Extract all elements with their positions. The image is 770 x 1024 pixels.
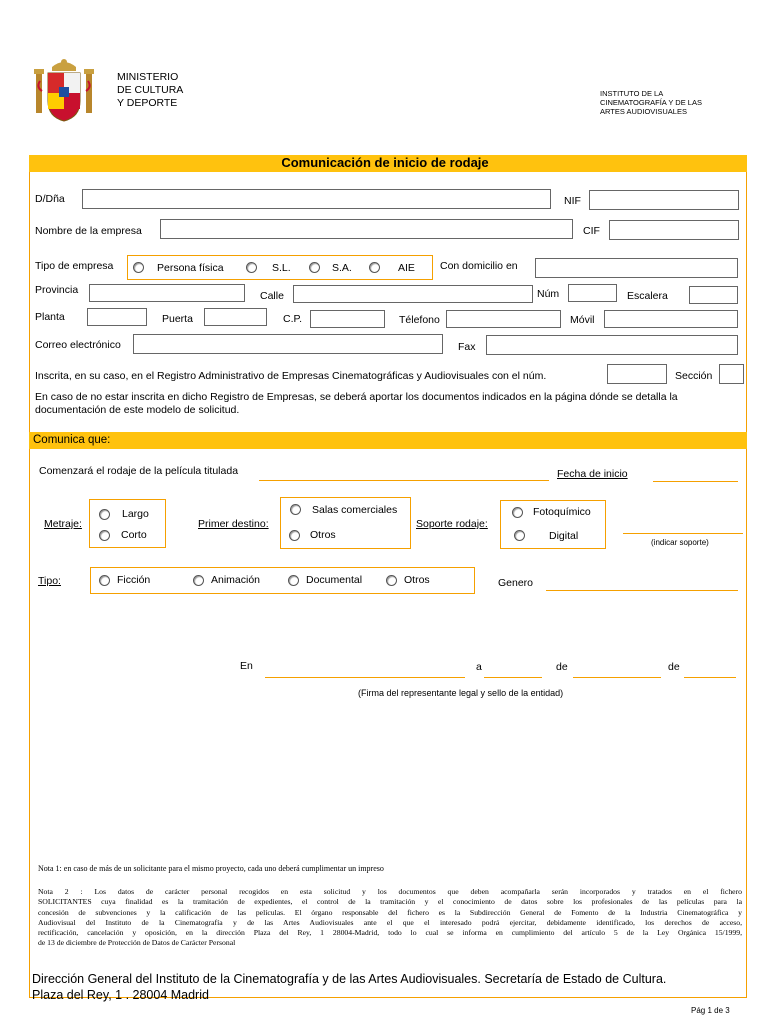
cif-field[interactable] <box>609 220 739 240</box>
comenzara-label: Comenzará el rodaje de la película titulada <box>39 465 239 477</box>
telefono-label: Télefono <box>399 314 440 326</box>
num-label: Núm <box>537 288 560 300</box>
provincia-field[interactable] <box>89 284 245 302</box>
nota-2-line: Audiovisual del Instituto de la Cinematografía y de las Artes Audiovisuales ante el que el interesado podrá ejercitar, debidamente identificado, los derechos de acceso, <box>38 917 742 927</box>
comunica-heading: Comunica que: <box>33 434 111 446</box>
telefono-field[interactable] <box>446 310 561 328</box>
domicilio-label: Con domicilio en <box>440 260 518 272</box>
domicilio-field[interactable] <box>535 258 738 278</box>
dia-line[interactable] <box>484 677 542 678</box>
corto-label: Corto <box>121 529 147 541</box>
calle-label: Calle <box>260 290 284 302</box>
puerta-field[interactable] <box>204 308 267 326</box>
ministry-line-1: MINISTERIO <box>117 71 179 83</box>
coat-of-arms-logo <box>34 57 94 125</box>
movil-label: Móvil <box>570 314 595 326</box>
fotoquimico-radio[interactable] <box>512 507 523 518</box>
fax-field[interactable] <box>486 335 738 355</box>
tipo-otros-label: Otros <box>404 574 430 586</box>
largo-label: Largo <box>122 508 149 520</box>
genero-line[interactable] <box>546 590 738 591</box>
sa-radio[interactable] <box>309 262 320 273</box>
nota-2-line: SOLICITANTES cuya finalidad es la tramitación de expedientes, el control de la tramitación y el conocimiento de datos sobre los profesionales de las películas para la <box>38 897 742 907</box>
genero-label: Genero <box>498 577 534 589</box>
persona-fisica-radio[interactable] <box>133 262 144 273</box>
empresa-label: Nombre de la empresa <box>35 225 142 237</box>
ficcion-label: Ficción <box>117 574 151 586</box>
firma-label: (Firma del representante legal y sello de la entidad) <box>358 688 564 698</box>
institute-line-2: CINEMATOGRAFÍA Y DE LAS <box>600 98 702 107</box>
nota-2-line: de 13 de diciembre de Protección de Datos de Carácter Personal <box>38 938 236 948</box>
fax-label: Fax <box>458 341 476 353</box>
seccion-label: Sección <box>675 370 713 382</box>
mes-line[interactable] <box>573 677 661 678</box>
corto-radio[interactable] <box>99 530 110 541</box>
en-label: En <box>240 660 253 672</box>
institute-line-3: ARTES AUDIOVISUALES <box>600 107 687 116</box>
escalera-field[interactable] <box>689 286 738 304</box>
fecha-inicio-label: Fecha de inicio <box>557 468 628 480</box>
provincia-label: Provincia <box>35 284 79 296</box>
nota-2 <box>38 887 742 949</box>
escalera-label: Escalera <box>627 290 668 302</box>
soporte-label: Soporte rodaje: <box>416 518 488 530</box>
digital-radio[interactable] <box>514 530 525 541</box>
page-number: Pág 1 de 3 <box>691 1006 730 1015</box>
animacion-label: Animación <box>211 574 261 586</box>
destino-otros-radio[interactable] <box>289 530 300 541</box>
digital-label: Digital <box>549 530 579 542</box>
aie-radio[interactable] <box>369 262 380 273</box>
sl-label: S.L. <box>272 262 291 274</box>
fecha-inicio-line[interactable] <box>653 481 738 482</box>
ddna-label: D/Dña <box>35 193 65 205</box>
salas-label: Salas comerciales <box>312 504 398 516</box>
metraje-label: Metraje: <box>44 518 82 530</box>
sl-radio[interactable] <box>246 262 257 273</box>
a-label: a <box>476 661 482 673</box>
tipo-label: Tipo: <box>38 575 61 587</box>
ministry-line-3: Y DEPORTE <box>117 97 178 109</box>
correo-label: Correo electrónico <box>35 339 121 351</box>
documental-radio[interactable] <box>288 575 299 586</box>
cif-label: CIF <box>583 225 600 237</box>
documental-label: Documental <box>306 574 363 586</box>
movil-field[interactable] <box>604 310 738 328</box>
ddna-field[interactable] <box>82 189 551 209</box>
comunica-bar <box>29 432 747 449</box>
destino-otros-label: Otros <box>310 529 336 541</box>
planta-field[interactable] <box>87 308 147 326</box>
nota-1: Nota 1: en caso de más de un solicitante para el mismo proyecto, cada uno deberá cumplimentar un impreso <box>38 864 384 873</box>
largo-radio[interactable] <box>99 509 110 520</box>
indicar-soporte-label: (indicar soporte) <box>651 538 709 547</box>
seccion-field[interactable] <box>719 364 744 384</box>
cp-field[interactable] <box>310 310 385 328</box>
sa-label: S.A. <box>332 262 352 274</box>
nif-label: NIF <box>564 195 581 207</box>
ministry-line-2: DE CULTURA <box>117 84 184 96</box>
nota-2-line: concesión de subvenciones y la calificación de las películas. El órgano responsable del fichero es la Subdirección General de Fomento de la Industria Cinematográfica y <box>38 907 742 917</box>
planta-label: Planta <box>35 311 65 323</box>
animacion-radio[interactable] <box>193 575 204 586</box>
puerta-label: Puerta <box>162 313 193 325</box>
aie-label: AIE <box>398 262 415 274</box>
nota-2-line: rectificación, cancelación y oposición, en la dirección Plaza del Rey, 1 28004-Madrid, todo lo cual se informa en cumplimiento del artículo 5 de la Ley Orgánica 15/1999, <box>38 928 742 938</box>
footer-line-1: Dirección General del Instituto de la Cinematografía y de las Artes Audiovisuales. Secretaría de Estado de Cultura. <box>32 972 667 986</box>
persona-fisica-label: Persona física <box>157 262 224 274</box>
nota-2-line: Nota 2 : Los datos de carácter personal recogidos en esta solicitud y los documentos que deben acompañarla serán incorporados y tratados en el fichero <box>38 887 742 896</box>
institute-line-1: INSTITUTO DE LA <box>600 89 664 98</box>
de-label-1: de <box>556 661 568 673</box>
tipo-otros-radio[interactable] <box>386 575 397 586</box>
tipo-empresa-label: Tipo de empresa <box>35 260 114 272</box>
registro-note: En caso de no estar inscrita en dicho Registro de Empresas, se deberá aportar los documentos indicados en la página dónde se detalla la documentación de este modelo de solicitud. <box>35 391 678 416</box>
ficcion-radio[interactable] <box>99 575 110 586</box>
footer-line-2: Plaza del Rey, 1 . 28004 Madrid <box>32 988 209 1002</box>
inscrita-label: Inscrita, en su caso, en el Registro Administrativo de Empresas Cinematográficas y Audiovisuales con el núm. <box>35 370 547 382</box>
salas-radio[interactable] <box>290 504 301 515</box>
cp-label: C.P. <box>283 313 303 325</box>
anio-line[interactable] <box>684 677 736 678</box>
num-field[interactable] <box>568 284 617 302</box>
de-label-2: de <box>668 661 680 673</box>
empresa-field[interactable] <box>160 219 573 239</box>
fotoquimico-label: Fotoquímico <box>533 506 591 518</box>
lugar-line[interactable] <box>265 677 465 678</box>
primer-destino-label: Primer destino: <box>198 518 269 530</box>
correo-field[interactable] <box>133 334 443 354</box>
nif-field[interactable] <box>589 190 739 210</box>
titulo-line[interactable] <box>259 480 549 481</box>
inscrita-num-field[interactable] <box>607 364 667 384</box>
form-title: Comunicación de inicio de rodaje <box>281 155 489 170</box>
indicar-soporte-line[interactable] <box>623 533 743 534</box>
calle-field[interactable] <box>293 285 533 303</box>
